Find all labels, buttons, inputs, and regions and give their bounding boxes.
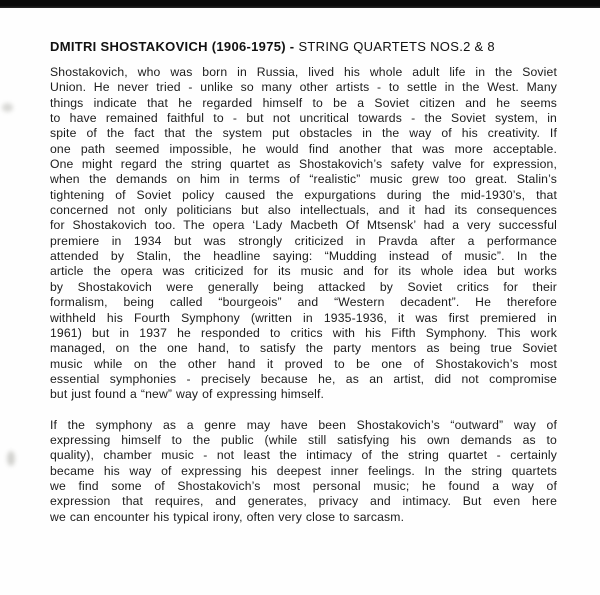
liner-notes bbox=[50, 40, 557, 525]
text-line: withheld his Fourth Symphony (written in 1935-1936, it was first premiered in bbox=[50, 310, 557, 325]
text-line: If the symphony as a genre may have been Shostakovich’s “outward” way of bbox=[50, 417, 557, 432]
body-text bbox=[50, 65, 557, 525]
scan-edge-bar bbox=[0, 0, 600, 8]
text-line: article the opera was criticized for its music and for its whole idea but works bbox=[50, 264, 557, 279]
text-line: 1961) but in 1937 he responded to critics with his Fifth Symphony. This work bbox=[50, 325, 557, 340]
text-line: Union. He never tried - unlike so many other artists - to settle in the West. Many bbox=[50, 80, 557, 95]
text-line: expression that requires, and generates, privacy and intimacy. But even here bbox=[50, 494, 557, 509]
text-line: things indicate that he regarded himself to be a Soviet citizen and he seems bbox=[50, 95, 557, 110]
text-line: premiere in 1934 but was strongly criticized in Pravda after a performance bbox=[50, 233, 557, 248]
paragraph bbox=[50, 418, 557, 525]
text-line: we find some of Shostakovich’s most personal music; he found a way of bbox=[50, 478, 557, 493]
text-line: music while on the other hand it proved to be one of Shostakovich’s most bbox=[50, 356, 557, 371]
page-title bbox=[50, 40, 557, 54]
text-line: spite of the fact that the system put obstacles in the way of his creativity. If bbox=[50, 126, 557, 141]
text-line: expressing himself to the public (while still satisfying his own demands as to bbox=[50, 432, 557, 447]
text-line: when the demands on him in terms of “realistic” music grew too great. Stalin’s bbox=[50, 172, 557, 187]
composer-name-and-dates: DMITRI SHOSTAKOVICH (1906-1975) - bbox=[50, 39, 295, 54]
scan-smudge bbox=[7, 451, 15, 466]
scan-smudge bbox=[2, 103, 13, 112]
text-line: attended by Stalin, the headline saying: “Mudding instead of music”. In the bbox=[50, 249, 557, 264]
text-line: concerned not only politicians but also intellectuals, and it had its consequences bbox=[50, 203, 557, 218]
text-line: but just found a “new” way of expressing himself. bbox=[50, 387, 325, 402]
text-line: by Shostakovich were generally being attacked by Soviet critics for their bbox=[50, 279, 557, 294]
text-line: Shostakovich, who was born in Russia, lived his whole adult life in the Soviet bbox=[50, 65, 557, 79]
text-line: for Shostakovich too. The opera ‘Lady Macbeth Of Mtsensk’ had a very successful bbox=[50, 218, 557, 233]
text-line: quality), chamber music - not least the intimacy of the string quartet - certainly bbox=[50, 448, 557, 463]
text-line: to have remained faithful to - but not uncritical towards - the Soviet system, in bbox=[50, 111, 557, 126]
work-title: STRING QUARTETS NOS.2 & 8 bbox=[298, 39, 495, 54]
text-line: we can encounter his typical irony, often very close to sarcasm. bbox=[50, 509, 405, 524]
text-line: formalism, being called “bourgeois” and “Western decadent”. He therefore bbox=[50, 295, 557, 310]
text-line: One might regard the string quartet as Shostakovich’s safety valve for expression, bbox=[50, 157, 557, 172]
text-line: became his way of expressing his deepest inner feelings. In the string quartets bbox=[50, 463, 557, 478]
text-line: tightening of Soviet policy caused the expurgations during the mid-1930’s, that bbox=[50, 187, 557, 202]
text-line: essential symphonies - precisely because he, as an artist, did not compromise bbox=[50, 371, 557, 386]
paragraph bbox=[50, 65, 557, 403]
text-line: managed, on the one hand, to satisfy the party mentors as being true Soviet bbox=[50, 341, 557, 356]
text-line: one path seemed impossible, he would find another that was more acceptable. bbox=[50, 141, 557, 156]
